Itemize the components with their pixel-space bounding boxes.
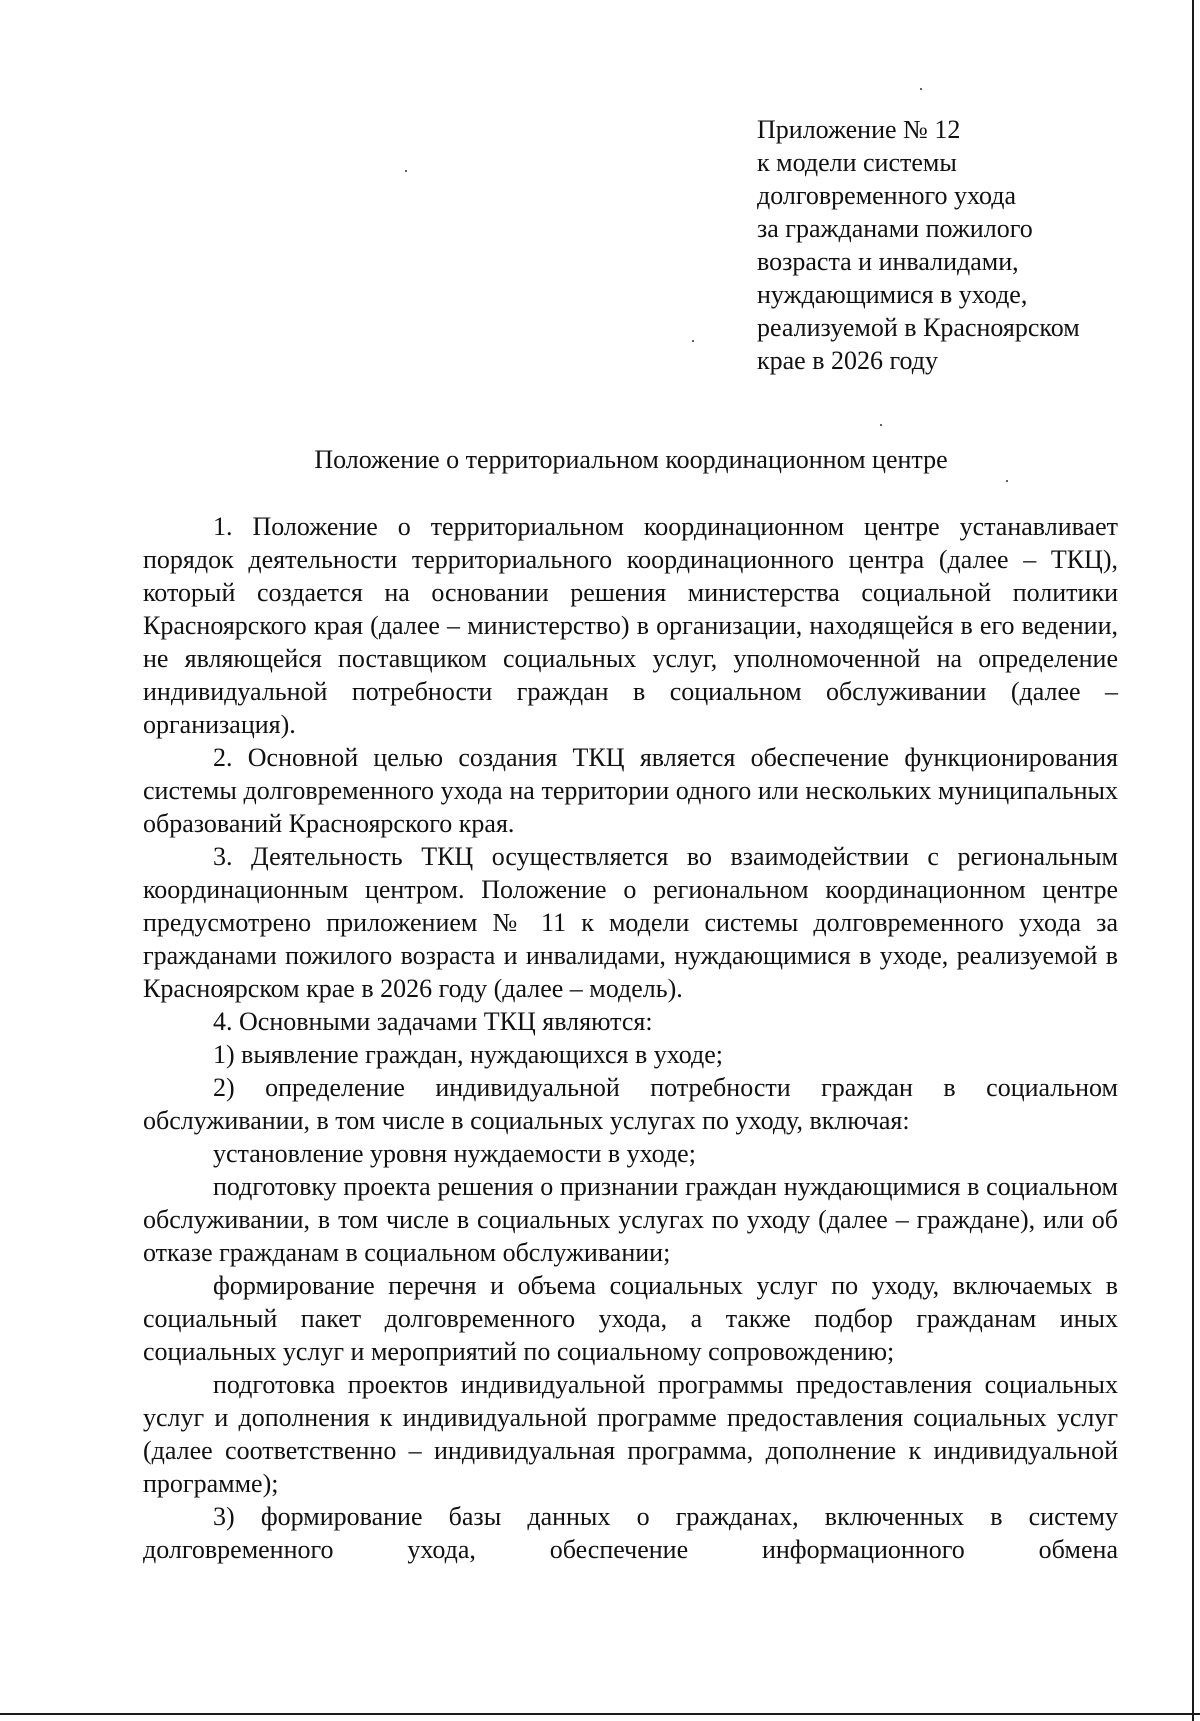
paragraph: подготовка проектов индивидуальной программы предоставления социальных услуг и дополнения к индивидуальной программе предоставления социальных услуг (далее соответственно – индивидуальная программа, дополнение к индивидуальной программе);: [143, 1370, 1118, 1498]
scan-speck: [405, 170, 407, 172]
appendix-line: возраста и инвалидами,: [757, 247, 1019, 276]
document-body: [143, 510, 1118, 1566]
paragraph: 3) формирование базы данных о гражданах, включенных в систему долговременного ухода, обеспечение информационного обмена: [143, 1502, 1118, 1564]
paragraph: 1) выявление граждан, нуждающихся в уходе;: [213, 1040, 723, 1069]
appendix-line: нуждающимися в уходе,: [757, 280, 1028, 309]
scan-speck: [1006, 480, 1008, 482]
scan-speck: [692, 340, 694, 342]
appendix-line: реализуемой в Красноярском: [757, 313, 1080, 342]
scan-edge-bottom: [0, 1713, 1200, 1715]
appendix-line: крае в 2026 году: [757, 346, 938, 375]
appendix-line: долговременного ухода: [757, 181, 1017, 210]
appendix-line: к модели системы: [757, 148, 957, 177]
paragraph: 4. Основными задачами ТКЦ являются:: [213, 1007, 653, 1036]
scan-speck: [880, 424, 882, 426]
paragraph: 2. Основной целью создания ТКЦ является обеспечение функционирования системы долговременного ухода на территории одного или нескольких муниципальных образований Красноярского края.: [143, 743, 1118, 838]
paragraph: 3. Деятельность ТКЦ осуществляется во взаимодействии с региональным координационным центром. Положение о региональном координационном центре предусмотрено приложением № 11 к модели системы долговременного ухода за гражданами пожилого возраста и инвалидами, нуждающимися в уходе, реализуемой в Красноярском крае в 2026 году (далее – модель).: [143, 842, 1118, 1003]
appendix-line: Приложение № 12: [757, 115, 961, 144]
document-title: Положение о территориальном координационном центре: [314, 445, 948, 474]
paragraph: 2) определение индивидуальной потребности граждан в социальном обслуживании, в том числе в социальных услугах по уходу, включая:: [143, 1073, 1118, 1135]
paragraph: формирование перечня и объема социальных услуг по уходу, включаемых в социальный пакет долговременного ухода, а также подбор гражданам иных социальных услуг и мероприятий по социальному сопровождению;: [143, 1271, 1118, 1366]
appendix-line: за гражданами пожилого: [757, 214, 1033, 243]
scan-speck: [920, 88, 922, 90]
paragraph: установление уровня нуждаемости в уходе;: [213, 1139, 696, 1168]
paragraph: подготовку проекта решения о признании граждан нуждающимися в социальном обслуживании, в том числе в социальных услугах по уходу (далее – граждане), или об отказе гражданам в социальном обслуживании;: [143, 1172, 1118, 1267]
appendix-header: [757, 113, 1177, 377]
scan-edge-right: [1192, 0, 1194, 1721]
paragraph: 1. Положение о территориальном координационном центре устанавливает порядок деятельности территориального координационного центра (далее – ТКЦ), который создается на основании решения министерства социальной политики Красноярского края (далее – министерство) в организации, находящейся в его ведении, не являющейся поставщиком социальных услуг, уполномоченной на определение индивидуальной потребности граждан в социальном обслуживании (далее – организация).: [143, 512, 1118, 739]
